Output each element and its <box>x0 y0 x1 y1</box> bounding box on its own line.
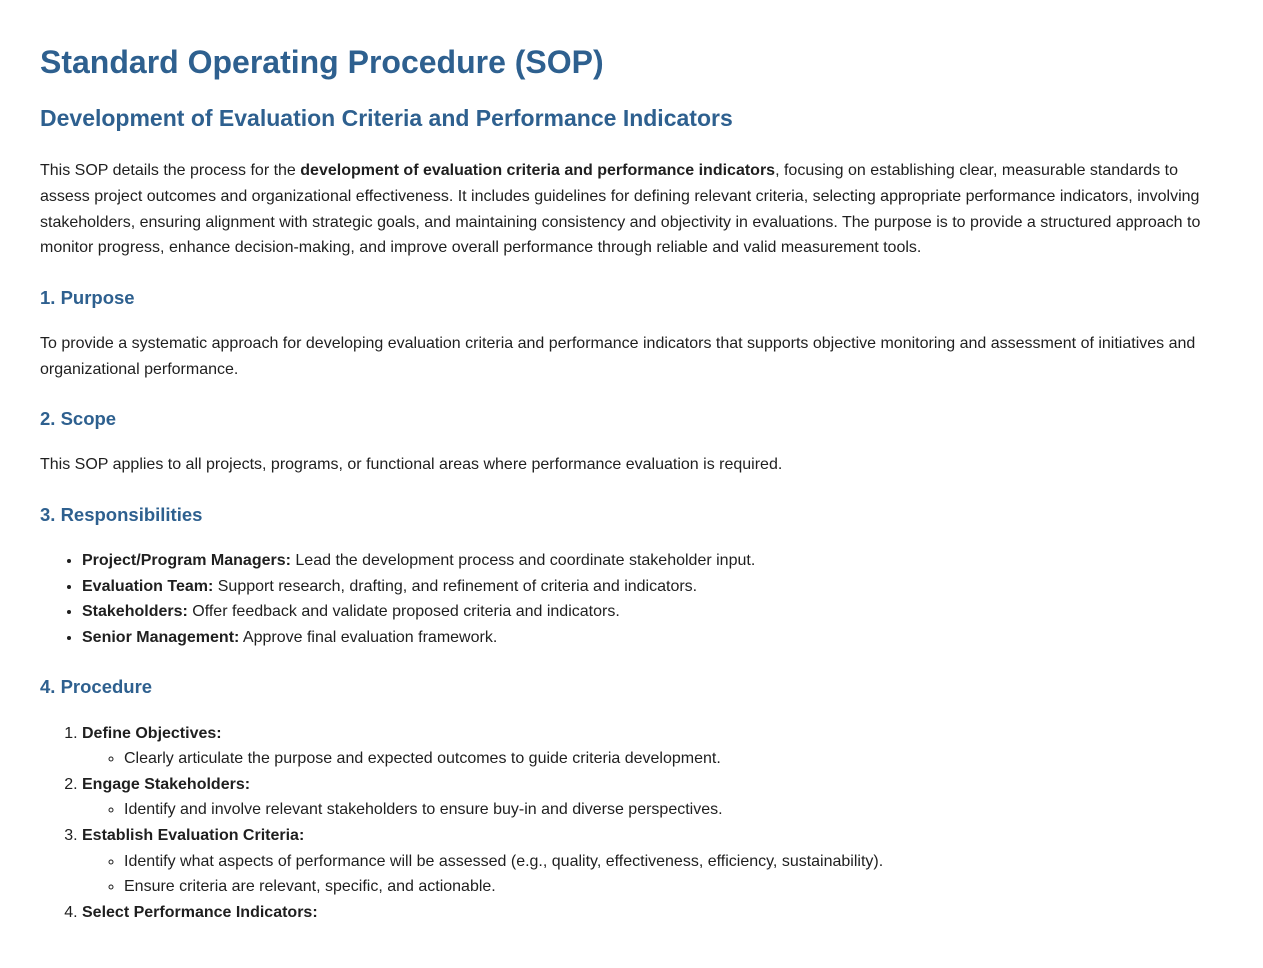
procedure-list <box>40 721 1223 926</box>
procedure-step <box>82 721 1223 772</box>
intro-paragraph <box>40 158 1223 260</box>
procedure-substeps <box>82 746 1223 772</box>
responsibility-text: Offer feedback and validate proposed criteria and indicators. <box>187 603 620 621</box>
responsibility-role: Stakeholders: <box>82 603 188 621</box>
procedure-step <box>82 823 1223 900</box>
responsibility-text: Lead the development process and coordinate stakeholder input. <box>290 552 756 570</box>
section-heading-responsibilities: 3. Responsibilities <box>40 503 203 525</box>
page-title: Standard Operating Procedure (SOP) <box>40 44 604 80</box>
responsibilities-list <box>40 548 1223 650</box>
responsibility-role: Project/Program Managers: <box>82 552 291 570</box>
procedure-step-label: Define Objectives: <box>82 724 222 742</box>
list-item <box>82 599 1223 625</box>
procedure-substeps <box>82 797 1223 823</box>
intro-text-pre: This SOP details the process for the <box>40 162 301 180</box>
section-heading-scope: 2. Scope <box>40 408 117 430</box>
responsibility-role: Senior Management: <box>82 628 240 646</box>
responsibility-text: Approve final evaluation framework. <box>239 628 498 646</box>
list-item <box>82 574 1223 600</box>
section-heading-purpose: 1. Purpose <box>40 286 135 308</box>
procedure-step-label: Establish Evaluation Criteria: <box>82 827 305 845</box>
responsibility-role: Evaluation Team: <box>82 577 214 595</box>
purpose-paragraph: To provide a systematic approach for developing evaluation criteria and performance indicators that supports objective monitoring and assessment of initiatives and organizational performance. <box>40 334 1196 378</box>
sop-document-page <box>0 44 1263 968</box>
page-subtitle: Development of Evaluation Criteria and Performance Indicators <box>40 104 733 131</box>
procedure-substep: ◦ Ensure criteria are relevant, specific, and actionable. <box>124 874 1223 900</box>
list-item <box>82 548 1223 574</box>
list-item <box>82 625 1223 651</box>
intro-text-bold: development of evaluation criteria and performance indicators <box>300 162 776 180</box>
section-heading-procedure: 4. Procedure <box>40 676 153 698</box>
procedure-substeps <box>82 849 1223 900</box>
procedure-substep: ◦ Identify what aspects of performance will be assessed (e.g., quality, effectiveness, efficiency, sustainability). <box>124 849 1223 875</box>
procedure-step-label: Engage Stakeholders: <box>82 775 251 793</box>
procedure-step <box>82 900 1223 926</box>
procedure-substep: ◦ Identify and involve relevant stakeholders to ensure buy-in and diverse perspectives. <box>124 797 1223 823</box>
scope-paragraph: This SOP applies to all projects, programs, or functional areas where performance evaluation is required. <box>40 456 783 474</box>
procedure-step-label: Select Performance Indicators: <box>82 903 318 921</box>
responsibility-text: Support research, drafting, and refinement of criteria and indicators. <box>213 577 698 595</box>
procedure-step <box>82 772 1223 823</box>
intro-text-post: , focusing on establishing clear, measurable standards to assess project outcomes and organizational effectiveness. It includes guidelines for defining relevant criteria, selecting appropriate performance indicators, involving stakeholders, ensuring alignment with strategic goals, and maintaining consistency and objectivity in evaluations. The purpose is to provide a structured approach to monitor progress, enhance decision-making, and improve overall performance through reliable and valid measurement tools. <box>40 162 1201 257</box>
procedure-substep: ◦ Clearly articulate the purpose and expected outcomes to guide criteria development. <box>124 746 1223 772</box>
